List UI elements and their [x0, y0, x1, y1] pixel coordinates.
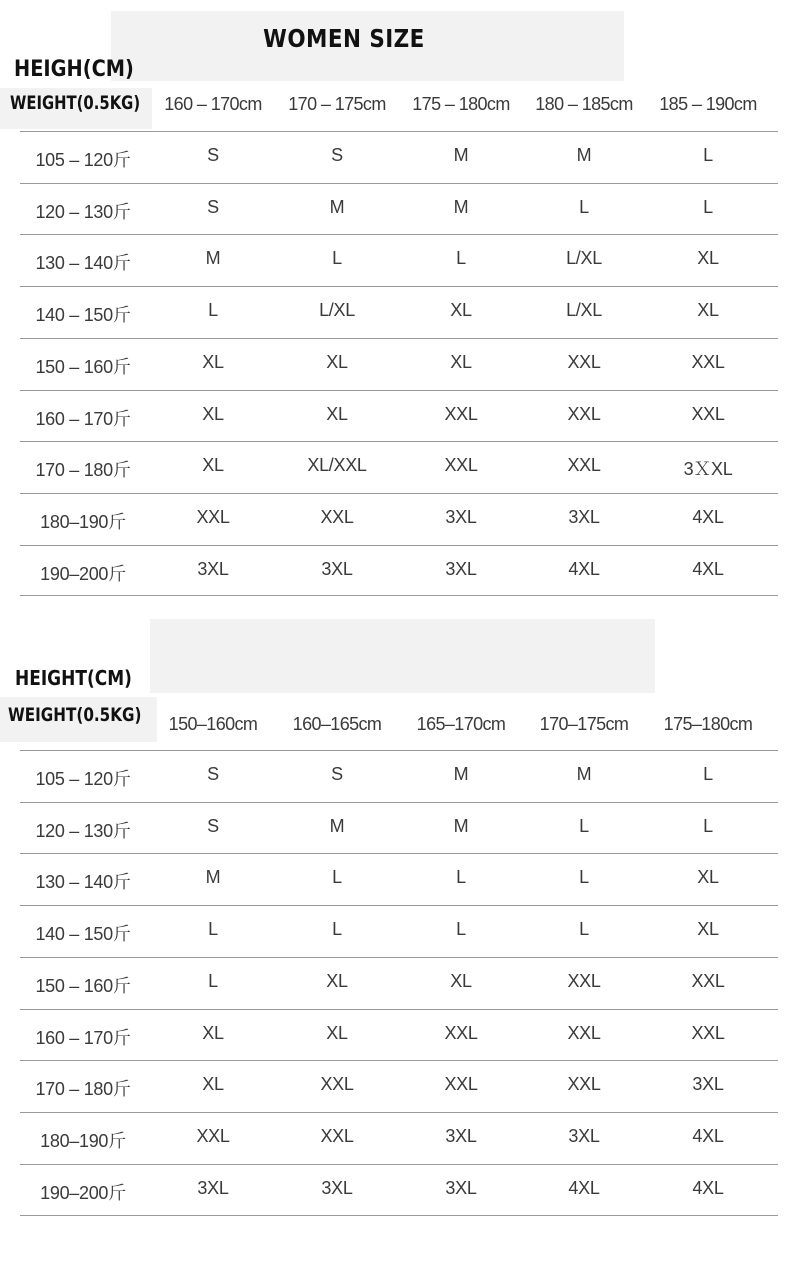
- size-cell: XL: [326, 971, 348, 991]
- size-cell: XL: [202, 455, 224, 475]
- page-title: WOMEN SIZE: [263, 24, 425, 53]
- height-header-cell: 160 – 170cm: [164, 94, 262, 114]
- table-row: [20, 545, 778, 597]
- weight-cell: 105 – 120斤: [35, 769, 131, 789]
- size-cell: 3XL: [568, 1126, 600, 1146]
- row-divider: [20, 1009, 778, 1010]
- table-row: [20, 853, 778, 905]
- row-divider: [20, 905, 778, 906]
- height-header-cell: 180 – 185cm: [535, 94, 633, 114]
- size-cell: XL: [450, 971, 472, 991]
- size-cell: L: [579, 919, 589, 939]
- size-cell: XL: [697, 300, 719, 320]
- weight-cell: 170 – 180斤: [35, 1079, 131, 1099]
- row-divider: [20, 957, 778, 958]
- size-cell: XXL: [567, 1023, 601, 1043]
- table-row: [20, 441, 778, 493]
- size-cell: S: [207, 764, 219, 784]
- size-cell: L: [332, 867, 342, 887]
- size-cell: M: [453, 816, 469, 836]
- size-cell: XXL: [691, 971, 725, 991]
- size-cell: 4XL: [568, 1178, 600, 1198]
- weight-cell: 160 – 170斤: [35, 409, 131, 429]
- size-cell: XXL: [691, 404, 725, 424]
- size-cell: XXL: [320, 1074, 354, 1094]
- size-cell: L: [208, 300, 218, 320]
- size-cell: L: [579, 816, 589, 836]
- size-cell: L: [703, 197, 713, 217]
- size-cell: XXL: [567, 971, 601, 991]
- height-header-cell: 170 – 175cm: [288, 94, 386, 114]
- weight-cell: 190–200斤: [40, 1183, 126, 1203]
- size-cell: XXL: [444, 1023, 478, 1043]
- size-cell: L: [579, 197, 589, 217]
- size-cell: 3XL: [445, 559, 477, 579]
- table-row: [20, 1164, 778, 1216]
- size-cell: M: [453, 145, 469, 165]
- size-cell: XL: [326, 404, 348, 424]
- weight-cell: 120 – 130斤: [35, 821, 131, 841]
- size-cell: 3XL: [197, 1178, 229, 1198]
- table-2-weight-label: WEIGHT(0.5KG): [8, 704, 142, 726]
- size-cell: M: [205, 248, 221, 268]
- size-cell: XXL: [444, 455, 478, 475]
- size-cell: L/XL: [319, 300, 355, 320]
- size-cell: XL: [697, 248, 719, 268]
- table-row: [20, 905, 778, 957]
- size-cell: 3XL: [197, 559, 229, 579]
- size-cell: L/XL: [566, 300, 602, 320]
- size-cell: XXL: [320, 1126, 354, 1146]
- size-cell: L: [208, 971, 218, 991]
- row-divider: [20, 853, 778, 854]
- size-cell: XXL: [196, 1126, 230, 1146]
- size-cell: L: [703, 816, 713, 836]
- size-cell: S: [207, 816, 219, 836]
- size-cell: XL/XXL: [307, 455, 367, 475]
- row-divider: [20, 1060, 778, 1061]
- size-cell: L: [703, 764, 713, 784]
- size-cell: XXL: [691, 352, 725, 372]
- table-row: [20, 1112, 778, 1164]
- row-divider: [20, 183, 778, 184]
- size-cell: 4XL: [692, 507, 724, 527]
- weight-cell: 180–190斤: [40, 512, 126, 532]
- size-cell: L: [332, 919, 342, 939]
- size-cell: XXL: [567, 352, 601, 372]
- size-cell: 4XL: [692, 1178, 724, 1198]
- size-cell: L: [579, 867, 589, 887]
- size-cell: 3XL: [445, 507, 477, 527]
- size-cell: 3XL: [692, 1074, 724, 1094]
- row-divider: [20, 1112, 778, 1113]
- table-bottom-divider: [20, 1215, 778, 1216]
- size-cell: 3ＸXL: [683, 459, 733, 479]
- size-cell: M: [205, 867, 221, 887]
- height-header-cell: 175–180cm: [663, 714, 753, 734]
- row-divider: [20, 750, 778, 751]
- size-cell: L: [456, 867, 466, 887]
- row-divider: [20, 493, 778, 494]
- weight-cell: 150 – 160斤: [35, 357, 131, 377]
- table-row: [20, 802, 778, 854]
- size-cell: XXL: [567, 455, 601, 475]
- size-cell: 4XL: [692, 1126, 724, 1146]
- size-cell: 3XL: [321, 1178, 353, 1198]
- size-cell: XL: [326, 1023, 348, 1043]
- table-1-weight-label: WEIGHT(0.5KG): [10, 92, 141, 114]
- size-cell: L: [456, 919, 466, 939]
- table-2-banner: [150, 619, 655, 693]
- size-cell: L: [332, 248, 342, 268]
- size-cell: 4XL: [568, 559, 600, 579]
- weight-cell: 150 – 160斤: [35, 976, 131, 996]
- size-cell: XXL: [691, 1023, 725, 1043]
- row-divider: [20, 802, 778, 803]
- weight-cell: 120 – 130斤: [35, 202, 131, 222]
- size-cell: 3XL: [445, 1126, 477, 1146]
- size-cell: XL: [202, 1023, 224, 1043]
- weight-cell: 140 – 150斤: [35, 305, 131, 325]
- height-header-cell: 165–170cm: [416, 714, 506, 734]
- table-row: [20, 390, 778, 442]
- table-2-height-label: HEIGHT(CM): [15, 666, 132, 690]
- weight-cell: 180–190斤: [40, 1131, 126, 1151]
- weight-cell: 130 – 140斤: [35, 253, 131, 273]
- size-cell: M: [329, 816, 345, 836]
- weight-cell: 130 – 140斤: [35, 872, 131, 892]
- size-cell: XL: [326, 352, 348, 372]
- size-cell: XXL: [196, 507, 230, 527]
- size-cell: S: [207, 197, 219, 217]
- size-cell: M: [329, 197, 345, 217]
- size-cell: L/XL: [566, 248, 602, 268]
- table-row: [20, 1060, 778, 1112]
- row-divider: [20, 1164, 778, 1165]
- size-cell: L: [703, 145, 713, 165]
- row-divider: [20, 286, 778, 287]
- size-cell: L: [456, 248, 466, 268]
- size-cell: 3XL: [445, 1178, 477, 1198]
- size-cell: M: [453, 197, 469, 217]
- size-cell: XL: [450, 352, 472, 372]
- row-divider: [20, 131, 778, 132]
- height-header-cell: 150–160cm: [168, 714, 258, 734]
- weight-cell: 190–200斤: [40, 564, 126, 584]
- size-cell: XL: [202, 1074, 224, 1094]
- weight-cell: 105 – 120斤: [35, 150, 131, 170]
- table-row: [20, 286, 778, 338]
- table-row: [20, 131, 778, 183]
- row-divider: [20, 234, 778, 235]
- size-cell: M: [576, 764, 592, 784]
- size-cell: XL: [202, 352, 224, 372]
- size-cell: XXL: [567, 404, 601, 424]
- row-divider: [20, 441, 778, 442]
- row-divider: [20, 338, 778, 339]
- size-cell: XL: [450, 300, 472, 320]
- table-bottom-divider: [20, 595, 778, 596]
- weight-cell: 160 – 170斤: [35, 1028, 131, 1048]
- size-cell: M: [453, 764, 469, 784]
- size-cell: XXL: [444, 404, 478, 424]
- size-cell: XL: [697, 867, 719, 887]
- row-divider: [20, 390, 778, 391]
- weight-cell: 140 – 150斤: [35, 924, 131, 944]
- size-cell: S: [331, 764, 343, 784]
- size-cell: XL: [697, 919, 719, 939]
- table-1-height-label: HEIGH(CM): [14, 57, 134, 82]
- size-cell: 3XL: [568, 507, 600, 527]
- size-cell: 4XL: [692, 559, 724, 579]
- table-row: [20, 957, 778, 1009]
- table-row: [20, 493, 778, 545]
- size-cell: XXL: [444, 1074, 478, 1094]
- table-row: [20, 234, 778, 286]
- size-cell: M: [576, 145, 592, 165]
- size-cell: XL: [202, 404, 224, 424]
- height-header-cell: 170–175cm: [539, 714, 629, 734]
- table-row: [20, 1009, 778, 1061]
- size-cell: XXL: [567, 1074, 601, 1094]
- size-cell: S: [331, 145, 343, 165]
- height-header-cell: 160–165cm: [292, 714, 382, 734]
- row-divider: [20, 545, 778, 546]
- height-header-cell: 175 – 180cm: [412, 94, 510, 114]
- table-row: [20, 338, 778, 390]
- size-cell: S: [207, 145, 219, 165]
- table-row: [20, 750, 778, 802]
- size-cell: XXL: [320, 507, 354, 527]
- size-cell: 3XL: [321, 559, 353, 579]
- table-row: [20, 183, 778, 235]
- size-cell: L: [208, 919, 218, 939]
- weight-cell: 170 – 180斤: [35, 460, 131, 480]
- height-header-cell: 185 – 190cm: [659, 94, 757, 114]
